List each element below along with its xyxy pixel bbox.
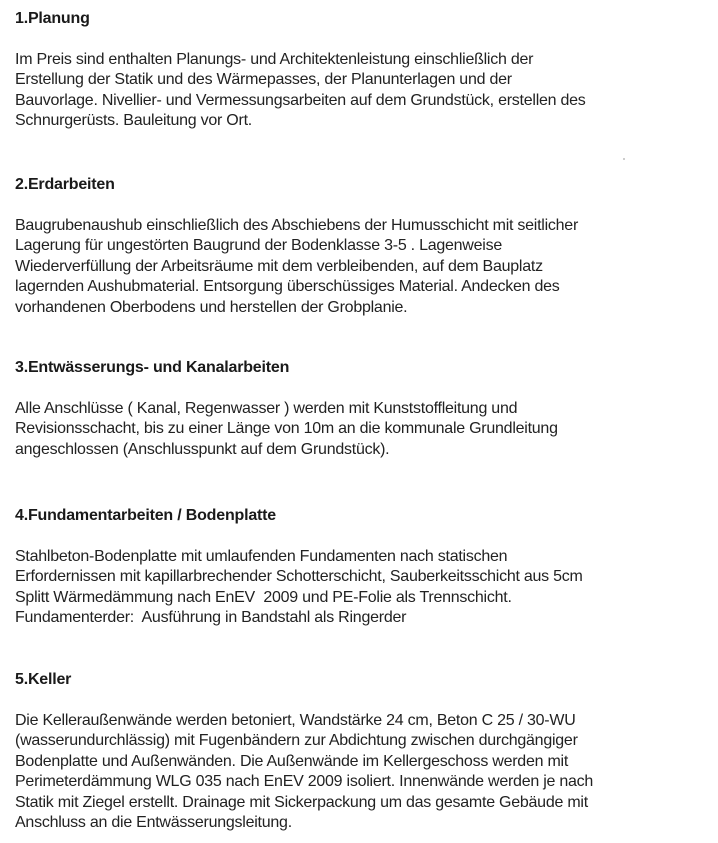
body-line: vorhandenen Oberbodens und herstellen der Grobplanie.	[15, 298, 408, 316]
section-heading: 3.Entwässerungs- und Kanalarbeiten	[15, 359, 290, 376]
body-line: Alle Anschlüsse ( Kanal, Regenwasser ) werden mit Kunststoffleitung und	[15, 400, 518, 417]
section-body	[15, 399, 705, 460]
body-line: Baugrubenaushub einschließlich des Abschiebens der Humusschicht mit seitlicher	[15, 217, 579, 234]
body-line: Wiederverfüllung der Arbeitsräume mit dem verbleibenden, auf dem Bauplatz	[15, 257, 543, 275]
section-heading: 5.Keller	[15, 671, 72, 688]
body-line: Erstellung der Statik und des Wärmepasses, der Planunterlagen und der	[15, 71, 512, 89]
section-keller	[15, 670, 705, 833]
body-line: Perimeterdämmung WLG 035 nach EnEV 2009 isoliert. Innenwände werden je nach	[15, 773, 594, 791]
body-line: lagernden Aushubmaterial. Entsorgung überschüssiges Material. Andecken des	[15, 278, 560, 296]
body-line: angeschlossen (Anschlusspunkt auf dem Grundstück).	[15, 440, 390, 458]
body-line: Lagerung für ungestörten Baugrund der Bodenklasse 3-5 . Lagenweise	[15, 237, 502, 255]
section-body	[15, 711, 705, 833]
section-body	[15, 50, 705, 132]
body-line: Erfordernissen mit kapillarbrechender Schotterschicht, Sauberkeitsschicht aus 5cm	[15, 568, 583, 586]
body-line: Stahlbeton-Bodenplatte mit umlaufenden Fundamenten nach statischen	[15, 548, 508, 565]
body-line: Statik mit Ziegel erstellt. Drainage mit Sickerpackung um das gesamte Gebäude mit	[15, 793, 588, 811]
section-heading: 1.Planung	[15, 10, 90, 27]
body-line: Anschluss an die Entwässerungsleitung.	[15, 814, 292, 832]
body-line: Fundamenterder: Ausführung in Bandstahl als Ringerder	[15, 609, 407, 627]
body-line: Die Kelleraußenwände werden betoniert, Wandstärke 24 cm, Beton C 25 / 30-WU	[15, 712, 576, 729]
body-line: Bodenplatte und Außenwänden. Die Außenwände im Kellergeschoss werden mit	[15, 752, 569, 770]
section-body	[15, 216, 705, 318]
section-heading: 4.Fundamentarbeiten / Bodenplatte	[15, 507, 276, 524]
body-line: Im Preis sind enthalten Planungs- und Architektenleistung einschließlich der	[15, 51, 534, 68]
scan-artifact	[623, 158, 625, 160]
section-heading: 2.Erdarbeiten	[15, 176, 115, 193]
body-line: Bauvorlage. Nivellier- und Vermessungsarbeiten auf dem Grundstück, erstellen des	[15, 91, 586, 109]
section-erdarbeiten	[15, 175, 705, 318]
section-fundamentarbeiten	[15, 506, 705, 629]
body-line: Schnurgerüsts. Bauleitung vor Ort.	[15, 112, 252, 130]
body-line: Revisionsschacht, bis zu einer Länge von 10m an die kommunale Grundleitung	[15, 420, 558, 438]
section-body	[15, 547, 705, 629]
section-planung	[15, 9, 705, 132]
section-entwaesserung	[15, 358, 705, 460]
body-line: Splitt Wärmedämmung nach EnEV 2009 und PE-Folie als Trennschicht.	[15, 588, 512, 606]
body-line: (wasserundurchlässig) mit Fugenbändern zur Abdichtung zwischen durchgängiger	[15, 732, 578, 750]
